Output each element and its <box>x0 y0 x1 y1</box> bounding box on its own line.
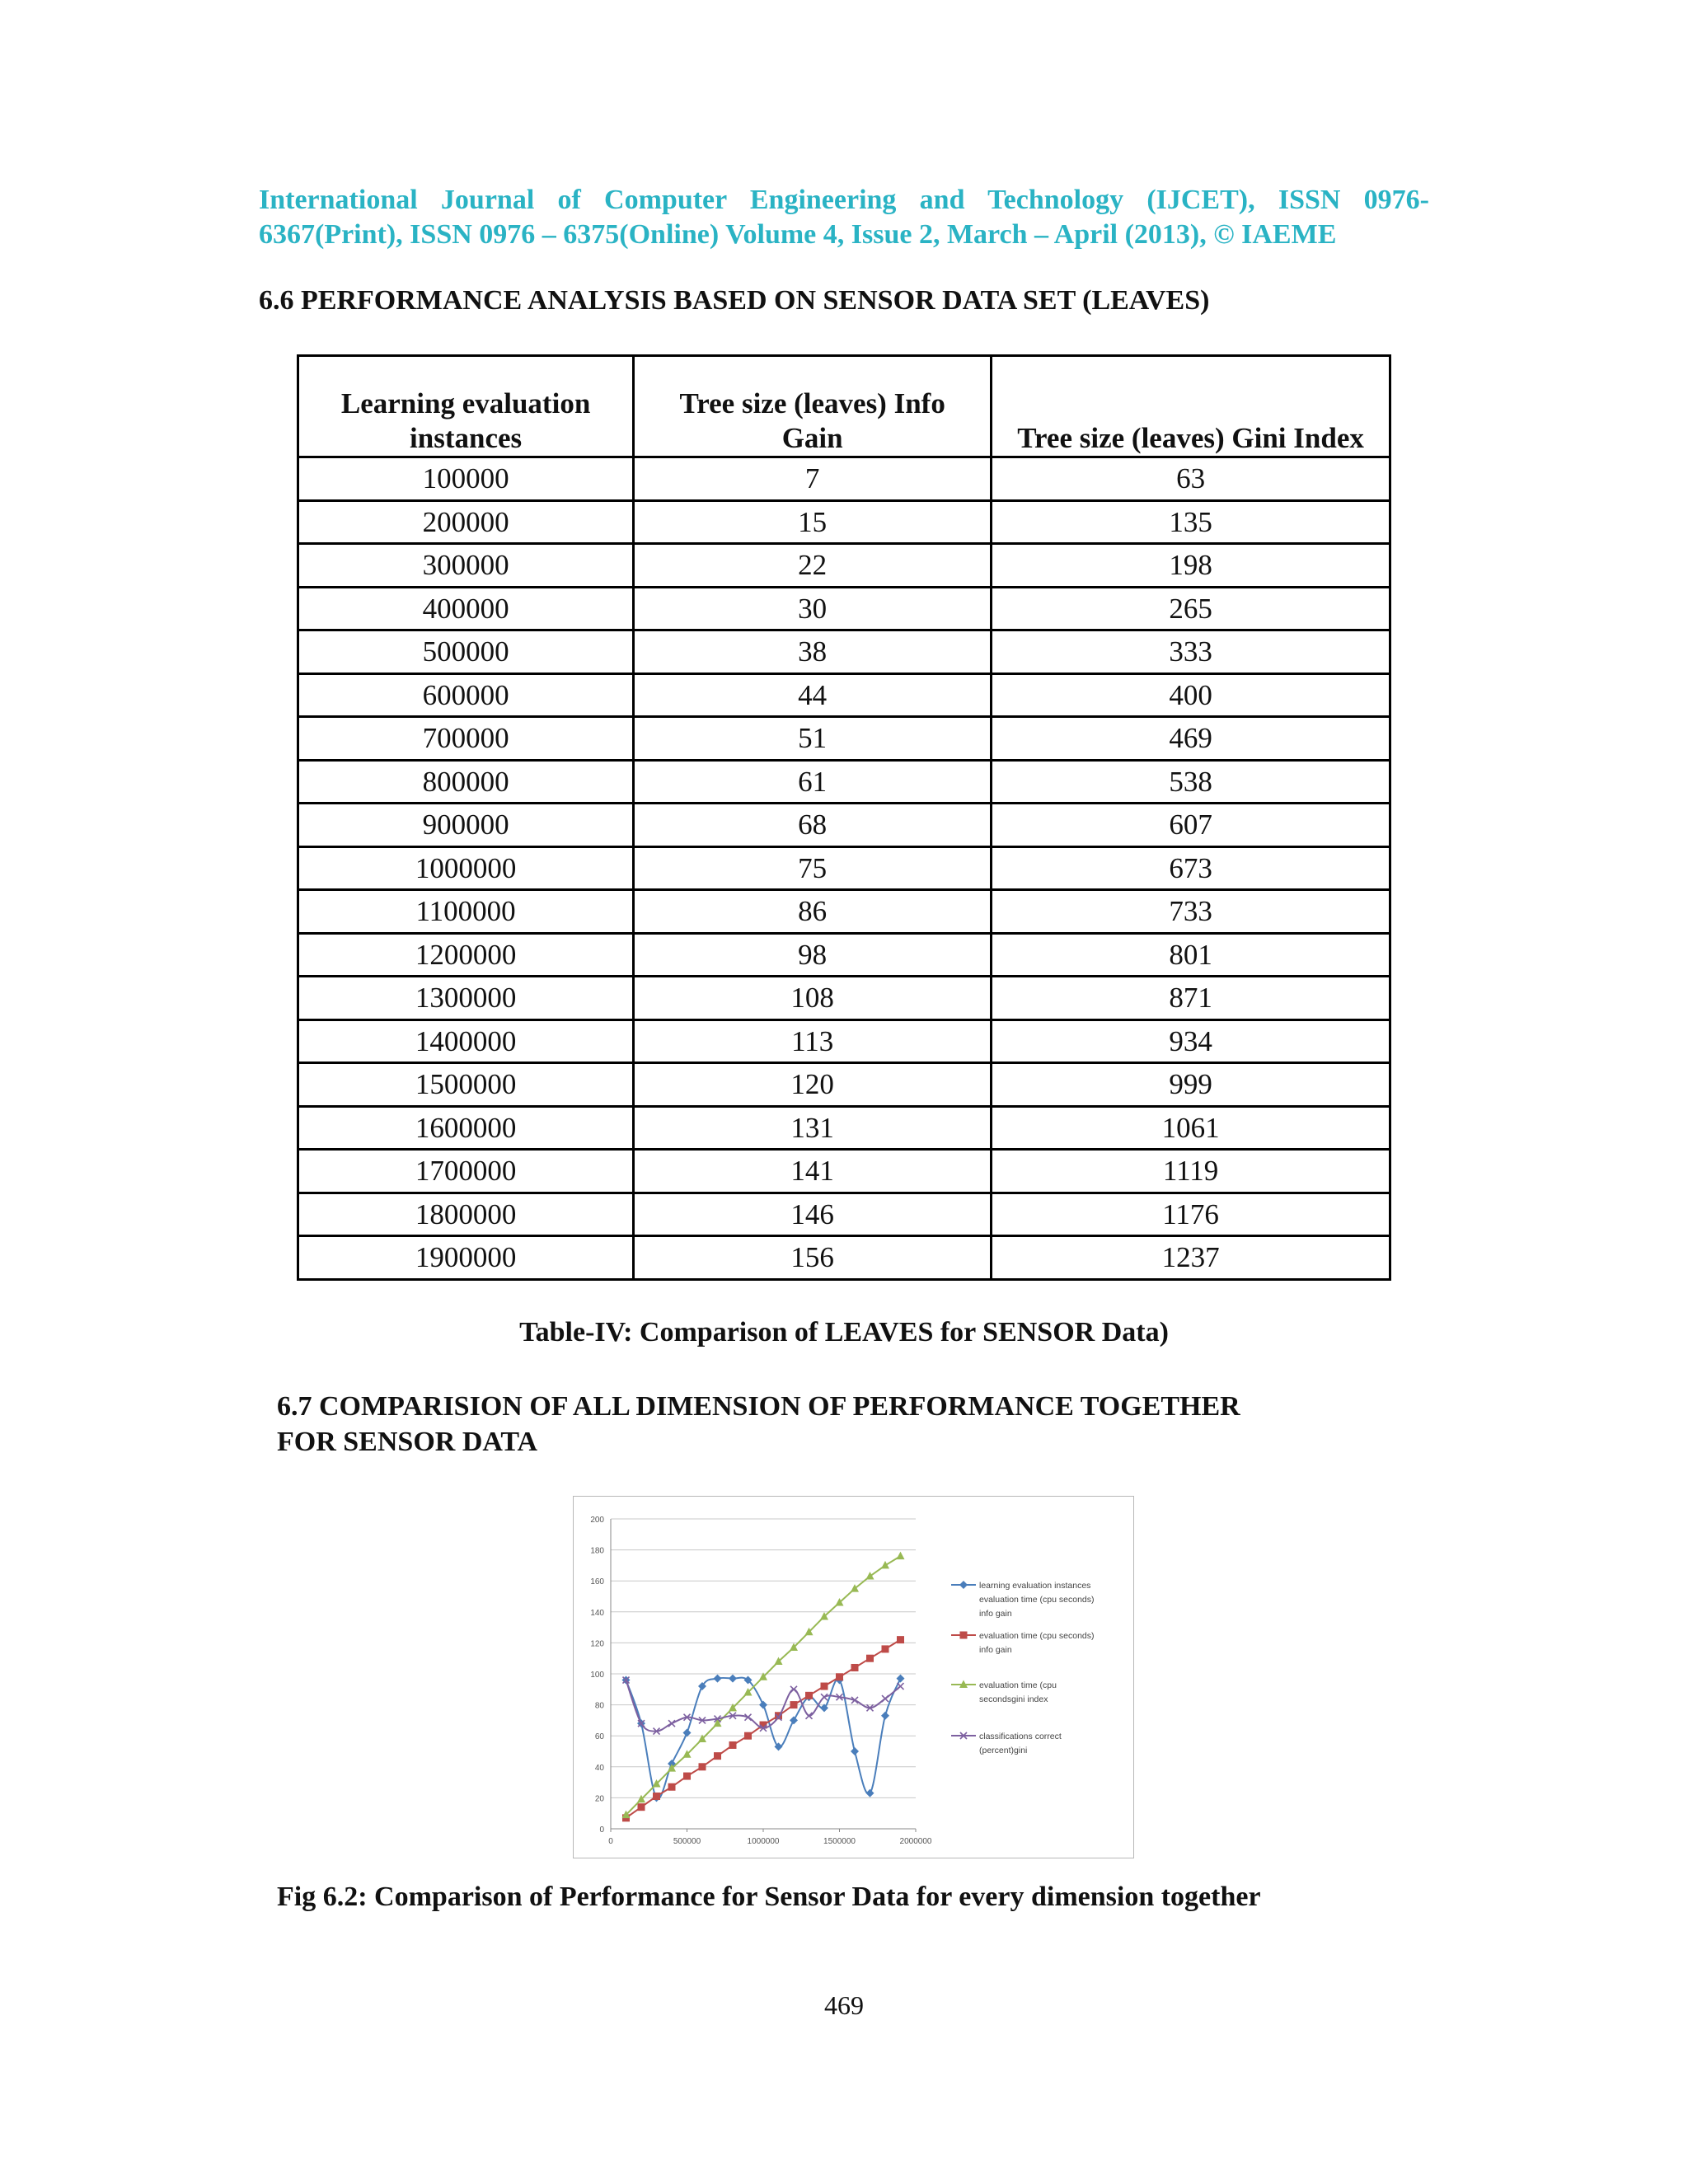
cell-instances: 1900000 <box>298 1236 634 1280</box>
cell-info-gain: 86 <box>634 890 992 934</box>
data-point-series-0 <box>790 1716 798 1724</box>
legend-label: info gain <box>979 1645 1012 1655</box>
data-point-series-1 <box>653 1793 660 1800</box>
cell-info-gain: 98 <box>634 933 992 977</box>
data-point-series-2 <box>866 1572 874 1580</box>
data-point-series-1 <box>805 1692 813 1699</box>
cell-gini-index: 1061 <box>992 1106 1390 1150</box>
x-tick-label: 2000000 <box>899 1837 932 1846</box>
table-row <box>298 1019 1390 1063</box>
table-row <box>298 977 1390 1020</box>
cell-instances: 400000 <box>298 587 634 630</box>
table-row <box>298 673 1390 717</box>
data-point-series-2 <box>897 1552 905 1560</box>
data-point-series-0 <box>729 1675 737 1683</box>
legend-label: secondsgini index <box>979 1694 1048 1704</box>
data-point-series-1 <box>836 1673 843 1680</box>
table-row <box>298 1106 1390 1150</box>
journal-header <box>259 183 1429 252</box>
cell-instances: 1000000 <box>298 846 634 890</box>
cell-gini-index: 1119 <box>992 1150 1390 1193</box>
journal-header-line-2: 6367(Print), ISSN 0976 – 6375(Online) Volume 4, Issue 2, March – April (2013), © IAEME <box>259 219 1337 250</box>
data-point-series-0 <box>866 1789 874 1797</box>
table-header-instances: Learning evaluation instances <box>298 356 634 457</box>
cell-gini-index: 135 <box>992 500 1390 544</box>
y-tick-label: 180 <box>590 1546 604 1556</box>
cell-instances: 1800000 <box>298 1193 634 1236</box>
cell-info-gain: 75 <box>634 846 992 890</box>
y-tick-label: 0 <box>599 1825 604 1835</box>
table-row <box>298 890 1390 934</box>
legend-label: evaluation time (cpu seconds) <box>979 1595 1095 1605</box>
data-point-series-1 <box>882 1645 889 1652</box>
legend-label: (percent)gini <box>979 1746 1028 1755</box>
section-6-6-heading: 6.6 PERFORMANCE ANALYSIS BASED ON SENSOR DATA SET (LEAVES) <box>259 285 1210 316</box>
cell-info-gain: 7 <box>634 457 992 501</box>
table-row <box>298 630 1390 674</box>
data-point-series-2 <box>881 1561 889 1569</box>
data-point-series-3 <box>821 1694 828 1700</box>
y-tick-label: 80 <box>594 1701 604 1711</box>
cell-info-gain: 51 <box>634 717 992 761</box>
data-point-series-1 <box>866 1655 874 1662</box>
cell-gini-index: 673 <box>992 846 1390 890</box>
cell-instances: 1200000 <box>298 933 634 977</box>
cell-instances: 1400000 <box>298 1019 634 1063</box>
cell-gini-index: 1176 <box>992 1193 1390 1236</box>
journal-header-line-1: International Journal of Computer Engineering and Technology (IJCET), ISSN 0976- <box>259 185 1429 215</box>
table-caption: Table-IV: Comparison of LEAVES for SENSOR Data) <box>519 1317 1169 1347</box>
cell-gini-index: 265 <box>992 587 1390 630</box>
chart-svg <box>574 1497 1133 1858</box>
data-point-series-0 <box>881 1712 889 1720</box>
cell-instances: 1100000 <box>298 890 634 934</box>
table-header-gini-index: Tree size (leaves) Gini Index <box>992 356 1390 457</box>
cell-instances: 1300000 <box>298 977 634 1020</box>
data-point-series-1 <box>790 1701 798 1708</box>
cell-gini-index: 801 <box>992 933 1390 977</box>
y-tick-label: 120 <box>590 1639 604 1649</box>
cell-gini-index: 934 <box>992 1019 1390 1063</box>
cell-gini-index: 63 <box>992 457 1390 501</box>
data-point-series-3 <box>790 1686 797 1693</box>
cell-gini-index: 469 <box>992 717 1390 761</box>
table-header-info-gain: Tree size (leaves) Info Gain <box>634 356 992 457</box>
data-point-series-1 <box>821 1683 828 1690</box>
cell-info-gain: 120 <box>634 1063 992 1107</box>
table-row <box>298 1236 1390 1280</box>
x-tick-label: 1500000 <box>823 1837 856 1846</box>
cell-gini-index: 198 <box>992 544 1390 588</box>
data-point-series-1 <box>683 1773 691 1780</box>
page-number: 469 <box>824 1990 864 2020</box>
y-tick-label: 200 <box>590 1516 604 1525</box>
cell-info-gain: 113 <box>634 1019 992 1063</box>
cell-gini-index: 333 <box>992 630 1390 674</box>
legend-marker <box>960 1632 968 1639</box>
cell-instances: 1700000 <box>298 1150 634 1193</box>
legend-label: evaluation time (cpu seconds) <box>979 1631 1095 1641</box>
legend-marker <box>959 1581 968 1589</box>
data-point-series-1 <box>699 1763 706 1770</box>
cell-gini-index: 607 <box>992 804 1390 847</box>
table-row <box>298 933 1390 977</box>
table-row <box>298 760 1390 804</box>
y-tick-label: 160 <box>590 1577 604 1587</box>
cell-gini-index: 999 <box>992 1063 1390 1107</box>
table-row <box>298 1193 1390 1236</box>
table-row <box>298 804 1390 847</box>
table-row <box>298 1150 1390 1193</box>
data-point-series-1 <box>668 1783 676 1791</box>
section-6-7-heading <box>277 1389 1240 1460</box>
section-6-7-line-1: 6.7 COMPARISION OF ALL DIMENSION OF PERFORMANCE TOGETHER <box>277 1391 1240 1422</box>
cell-gini-index: 733 <box>992 890 1390 934</box>
table-row <box>298 500 1390 544</box>
cell-instances: 100000 <box>298 457 634 501</box>
figure-caption: Fig 6.2: Comparison of Performance for Sensor Data for every dimension together <box>277 1882 1261 1912</box>
y-tick-label: 140 <box>590 1608 604 1618</box>
table-row <box>298 846 1390 890</box>
cell-info-gain: 44 <box>634 673 992 717</box>
cell-info-gain: 146 <box>634 1193 992 1236</box>
x-tick-label: 0 <box>608 1837 613 1846</box>
legend-label: info gain <box>979 1609 1012 1619</box>
data-point-series-1 <box>744 1732 752 1740</box>
cell-info-gain: 38 <box>634 630 992 674</box>
table-row <box>298 457 1390 501</box>
cell-instances: 900000 <box>298 804 634 847</box>
cell-instances: 600000 <box>298 673 634 717</box>
cell-gini-index: 538 <box>992 760 1390 804</box>
data-point-series-0 <box>897 1675 905 1683</box>
table-row <box>298 544 1390 588</box>
cell-instances: 300000 <box>298 544 634 588</box>
data-point-series-0 <box>714 1675 722 1683</box>
data-point-series-1 <box>638 1803 645 1811</box>
table-body <box>298 457 1390 1280</box>
data-point-series-1 <box>729 1741 737 1749</box>
x-tick-label: 1000000 <box>747 1837 780 1846</box>
cell-info-gain: 141 <box>634 1150 992 1193</box>
table-row <box>298 587 1390 630</box>
data-point-series-1 <box>851 1664 859 1671</box>
cell-info-gain: 68 <box>634 804 992 847</box>
cell-gini-index: 1237 <box>992 1236 1390 1280</box>
legend-label: classifications correct <box>979 1732 1062 1741</box>
series-line-0 <box>626 1678 901 1799</box>
cell-instances: 700000 <box>298 717 634 761</box>
cell-instances: 1600000 <box>298 1106 634 1150</box>
cell-info-gain: 15 <box>634 500 992 544</box>
cell-gini-index: 400 <box>992 673 1390 717</box>
cell-instances: 200000 <box>298 500 634 544</box>
x-tick-label: 500000 <box>673 1837 701 1846</box>
cell-gini-index: 871 <box>992 977 1390 1020</box>
data-point-series-3 <box>882 1695 889 1702</box>
cell-info-gain: 61 <box>634 760 992 804</box>
y-tick-label: 40 <box>594 1763 604 1773</box>
cell-info-gain: 30 <box>634 587 992 630</box>
table-row <box>298 1063 1390 1107</box>
data-point-series-0 <box>759 1701 767 1709</box>
section-6-7-line-2: FOR SENSOR DATA <box>277 1427 538 1457</box>
y-tick-label: 60 <box>594 1732 604 1742</box>
data-point-series-1 <box>714 1752 721 1760</box>
data-point-series-1 <box>897 1636 904 1643</box>
cell-instances: 500000 <box>298 630 634 674</box>
y-tick-label: 20 <box>594 1794 604 1804</box>
cell-info-gain: 131 <box>634 1106 992 1150</box>
legend-label: learning evaluation instances <box>979 1581 1091 1591</box>
performance-line-chart <box>573 1496 1134 1858</box>
data-point-series-3 <box>898 1683 904 1690</box>
cell-instances: 1500000 <box>298 1063 634 1107</box>
table-row <box>298 717 1390 761</box>
y-tick-label: 100 <box>590 1671 604 1680</box>
data-point-series-0 <box>851 1747 859 1755</box>
cell-info-gain: 108 <box>634 977 992 1020</box>
cell-instances: 800000 <box>298 760 634 804</box>
legend-label: evaluation time (cpu <box>979 1680 1057 1690</box>
leaves-comparison-table <box>297 354 1391 1281</box>
table-header-row <box>298 356 1390 457</box>
cell-info-gain: 22 <box>634 544 992 588</box>
cell-info-gain: 156 <box>634 1236 992 1280</box>
data-point-series-3 <box>668 1720 675 1727</box>
